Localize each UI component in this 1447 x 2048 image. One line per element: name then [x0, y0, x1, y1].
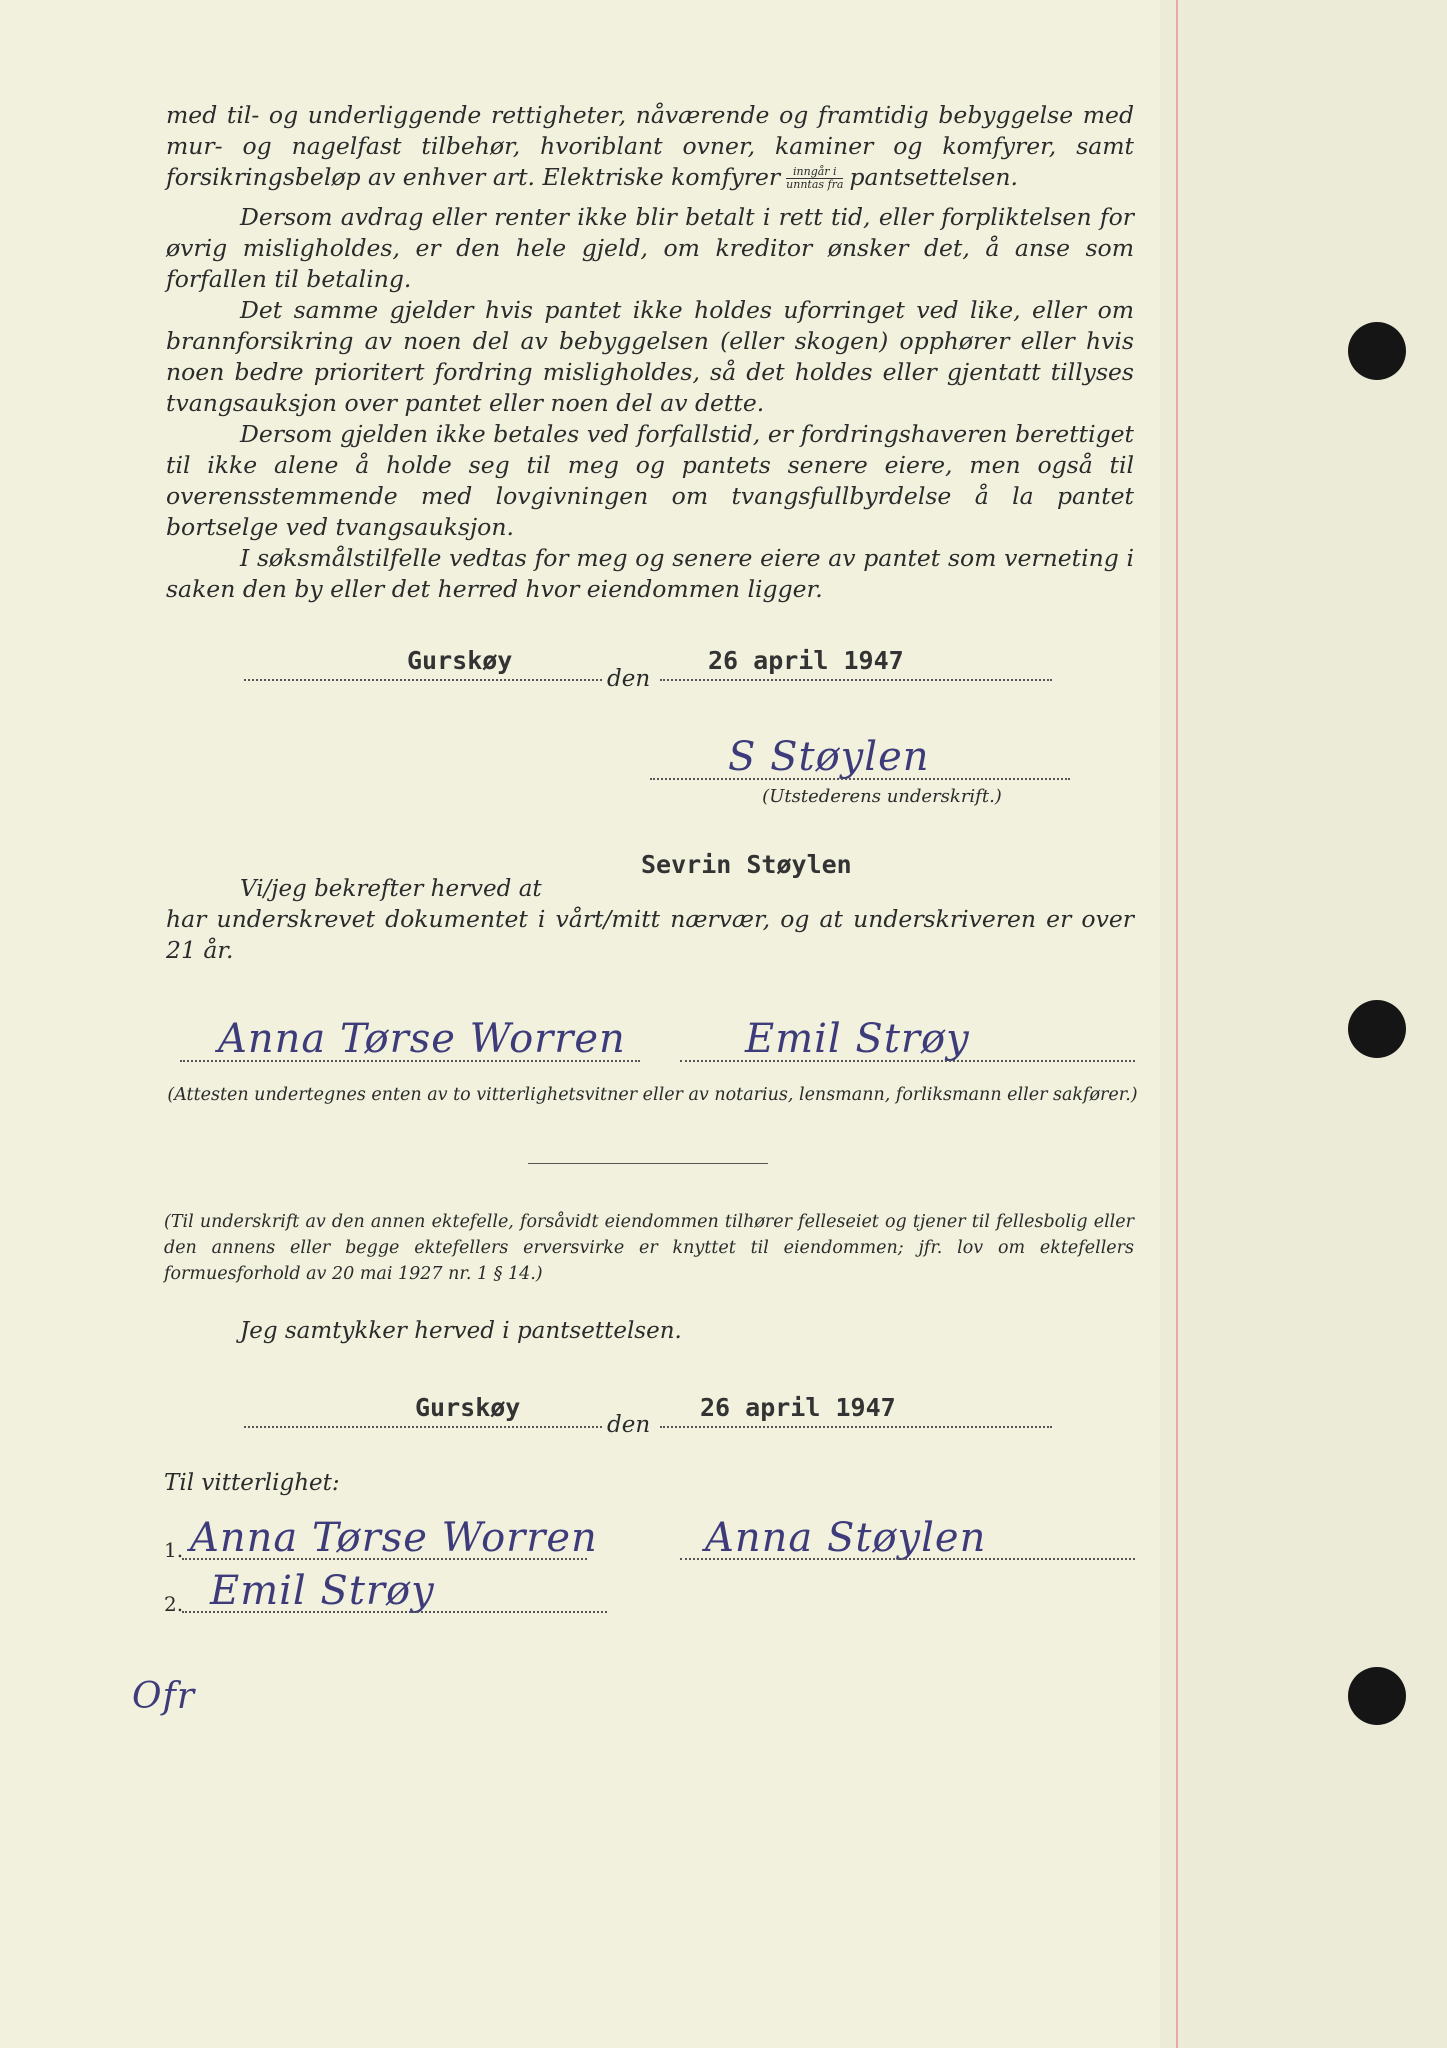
punch-hole: [1348, 1000, 1406, 1058]
attestation-note: (Attesten undertegnes enten av to vitterlighetsvitner eller av notarius, lensmann, forliksmann eller sakfører.): [167, 1085, 1138, 1105]
date-typed: 26 april 1947: [708, 646, 904, 675]
paragraph-deterioration: Det samme gjelder hvis pantet ikke holdes uforringet ved like, eller om brannforsikring av noen del av bebyggelsen (eller skogen) opphører eller hvis noen bedre prioritert fordring misligholdes, så det holdes eller gjentatt tillyses tvangsauksjon over pantet eller noen del av dette.: [166, 296, 1134, 417]
witness-number-1: 1.: [164, 1538, 184, 1562]
dotted-line: [650, 778, 1070, 780]
dotted-line: [680, 1558, 1135, 1560]
margin-initials: Ofr: [132, 1676, 196, 1717]
dotted-line: [180, 1060, 640, 1062]
dotted-line: [182, 1611, 607, 1613]
paragraph-default: Dersom avdrag eller renter ikke blir betalt i rett tid, eller forpliktelsen for øvrig misligholdes, er den hele gjeld, om kreditor ønsker det, å anse som forfallen til betaling.: [166, 203, 1134, 293]
witness-statement: har underskrevet dokumentet i vårt/mitt nærvær, og at underskriveren er over 21 år.: [166, 905, 1134, 964]
spouse-signature: Anna Støylen: [705, 1515, 987, 1561]
witness-signature-1: Anna Tørse Worren: [218, 1016, 626, 1062]
margin-rule: [1176, 0, 1178, 2048]
place-typed: Gurskøy: [407, 646, 513, 675]
signer-name-typed: Sevrin Støylen: [641, 850, 852, 879]
date-typed-2: 26 april 1947: [700, 1393, 896, 1422]
den-label: den: [607, 666, 651, 692]
vitterlighet-signature-1: Anna Tørse Worren: [190, 1515, 598, 1561]
dotted-line: [244, 1426, 602, 1428]
den-label-2: den: [607, 1412, 651, 1438]
paragraph-property-scope: med til- og underliggende rettigheter, nåværende og framtidig bebyggelse med mur- og nagelfast tilbehør, hvoriblant ovner, kaminer og komfyrer, samt forsikringsbeløp av enhver art. Elektriske komfyrer $\frac{\text{inngår i}}{\text{unntas fra}}$ pantsettelsen.: [166, 101, 1134, 191]
witness-number-2: 2.: [164, 1592, 184, 1616]
punch-hole: [1348, 322, 1406, 380]
place-typed-2: Gurskøy: [415, 1393, 521, 1422]
dotted-line: [660, 679, 1052, 681]
dotted-line: [182, 1558, 587, 1560]
witness-intro: Vi/jeg bekrefter herved at: [240, 876, 542, 902]
paragraph-venue: I søksmålstilfelle vedtas for meg og senere eiere av pantet som verneting i saken den by eller det herred hvor eiendommen ligger.: [166, 544, 1134, 603]
fraction-choice: $\frac{\text{inngår i}}{\text{unntas fra}}$: [786, 165, 844, 191]
vitterlighet-label: Til vitterlighet:: [164, 1470, 340, 1496]
witness-signature-2: Emil Strøy: [745, 1016, 970, 1062]
punch-hole: [1348, 1667, 1406, 1725]
dotted-line: [660, 1426, 1052, 1428]
spouse-note: (Til underskrift av den annen ektefelle, forsåvidt eiendommen tilhører felleseiet og tjener til fellesbolig eller den annens eller begge ektefellers erversvirke er knyttet til eiendommen; jfr. lov om ektefellers formuesforhold av 20 mai 1927 nr. 1 § 14.): [164, 1212, 1134, 1284]
issuer-caption: (Utstederens underskrift.): [762, 786, 1002, 807]
vitterlighet-signature-2: Emil Strøy: [210, 1568, 435, 1614]
section-divider: [528, 1163, 768, 1164]
dotted-line: [680, 1060, 1135, 1062]
paragraph-enforcement: Dersom gjelden ikke betales ved forfallstid, er fordringshaveren berettiget til ikke alene å holde seg til meg og pantets senere eiere, men også til overensstemmende med lovgivningen om tvangsfullbyrdelse å la pantet bortselge ved tvangsauksjon.: [166, 420, 1134, 541]
dotted-line: [244, 679, 602, 681]
spouse-consent: Jeg samtykker herved i pantsettelsen.: [240, 1318, 682, 1344]
issuer-signature: S Støylen: [728, 734, 930, 780]
